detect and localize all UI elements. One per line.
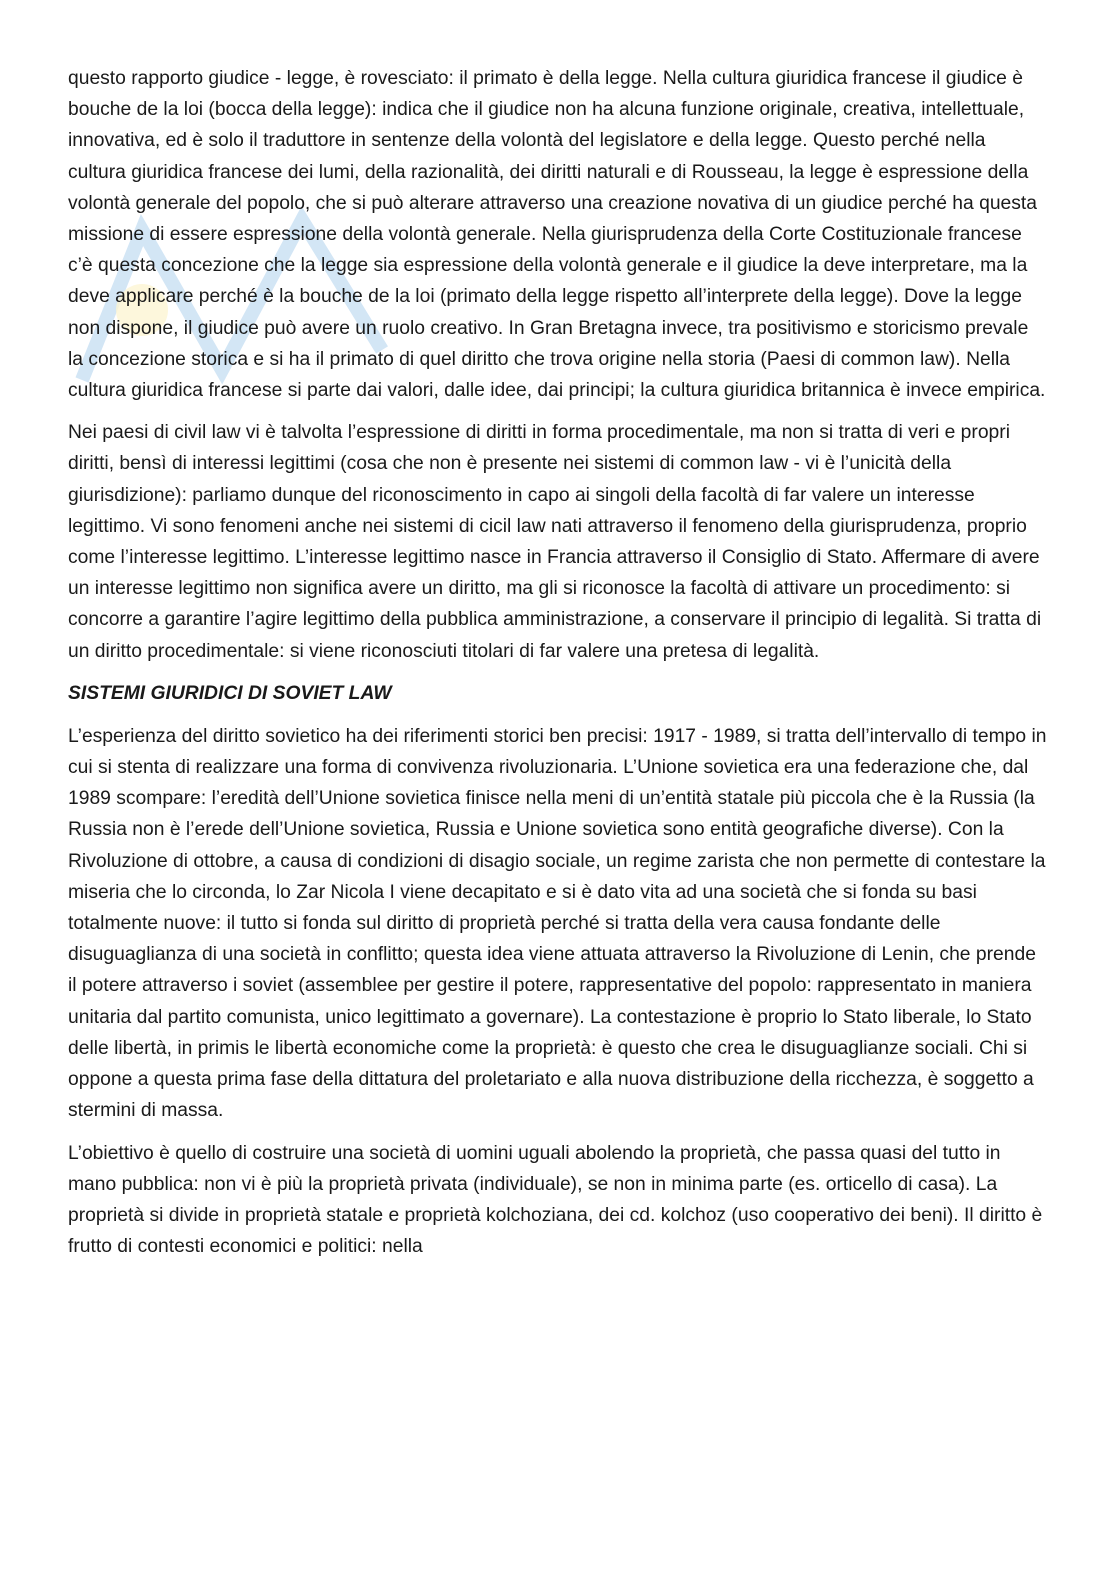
paragraph: Nei paesi di civil law vi è talvolta l’espressione di diritti in forma procedimentale, ma non si tratta di veri e propri diritti, bensì di interessi legittimi (cosa che non è presente nei sistemi di common law - vi è l’unicità della giurisdizione): parliamo dunque del riconoscimento in capo ai singoli della facoltà di far valere un interesse legittimo. Vi sono fenomeni anche nei sistemi di cicil law nati attraverso il fenomeno della giurisprudenza, proprio come l’interesse legittimo. L’interesse legittimo nasce in Francia attraverso il Consiglio di Stato. Affermare di avere un interesse legittimo non significa avere un diritto, ma gli si riconosce la facoltà di attivare un procedimento: si concorre a garantire l’agire legittimo della pubblica amministrazione, a conservare il principio di legalità. Si tratta di un diritto procedimentale: si viene riconosciuti titolari di far valere una pretesa di legalità. <box>68 422 1042 662</box>
section-heading: SISTEMI GIURIDICI DI SOVIET LAW <box>68 682 392 704</box>
paragraph: L’esperienza del diritto sovietico ha dei riferimenti storici ben precisi: 1917 - 1989, si tratta dell’intervallo di tempo in cui si stenta di realizzare una forma di convivenza rivoluzionaria. L’Unione sovietica era una federazione che, dal 1989 scompare: l’eredità dell’Unione sovietica finisce nella meni di un’entità statale più piccola che è la Russia (la Russia non è l’erede dell’Unione sovietica, Russia e Unione sovietica sono entità geografiche diverse). Con la Rivoluzione di ottobre, a causa di condizioni di disagio sociale, un regime zarista che non permette di contestare la miseria che lo circonda, lo Zar Nicola I viene decapitato e si è dato vita ad una società che si fonda su basi totalmente nuove: il tutto si fonda sul diritto di proprietà perché si tratta della vera causa fondante delle disuguaglianza di una società in conflitto; questa idea viene attuata attraverso la Rivoluzione di Lenin, che prende il potere attraverso i soviet (assemblee per gestire il potere, rappresentative del popolo: rappresentato in maniera unitaria dal partito comunista, unico legittimato a governare). La contestazione è proprio lo Stato liberale, lo Stato delle libertà, in primis le libertà economiche come la proprietà: è questo che crea le disuguaglianze sociali. Chi si oppone a questa prima fase della dittatura del proletariato e alla nuova distribuzione della ricchezza, è soggetto a stermini di massa. <box>68 725 1047 1122</box>
paragraph: L’obiettivo è quello di costruire una società di uomini uguali abolendo la proprietà, che passa quasi del tutto in mano pubblica: non vi è più la proprietà privata (individuale), se non in minima parte (es. orticello di casa). La proprietà si divide in proprietà statale e proprietà kolchoziana, dei cd. kolchoz (uso cooperativo dei beni). Il diritto è frutto di contesti economici e politici: nella <box>68 1142 1043 1258</box>
document-page <box>68 63 1048 1273</box>
paragraph: questo rapporto giudice - legge, è rovesciato: il primato è della legge. Nella cultura giuridica francese il giudice è bouche de la loi (bocca della legge): indica che il giudice non ha alcuna funzione originale, creativa, intellettuale, innovativa, ed è solo il traduttore in sentenze della volontà del legislatore e della legge. Questo perché nella cultura giuridica francese dei lumi, della razionalità, dei diritti naturali e di Rousseau, la legge è espressione della volontà generale del popolo, che si può alterare attraverso una creazione novativa di un giudice perché ha questa missione di essere espressione della volontà generale. Nella giurisprudenza della Corte Costituzionale francese c’è questa concezione che la legge sia espressione della volontà generale e il giudice la deve interpretare, ma la deve applicare perché è la bouche de la loi (primato della legge rispetto all’interprete della legge). Dove la legge non dispone, il giudice può avere un ruolo creativo. In Gran Bretagna invece, tra positivismo e storicismo prevale la concezione storica e si ha il primato di quel diritto che trova origine nella storia (Paesi di common law). Nella cultura giuridica francese si parte dai valori, dalle idee, dai principi; la cultura giuridica britannica è invece empirica. <box>68 68 1046 402</box>
